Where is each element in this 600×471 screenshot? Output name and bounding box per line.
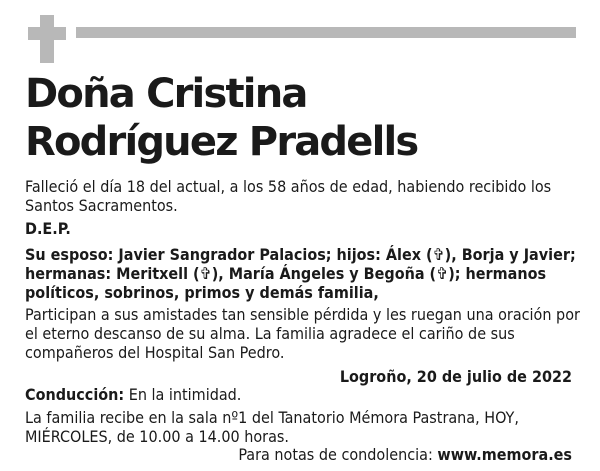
condolences (238, 445, 572, 464)
death-notice: Falleció el día 18 del actual, a los 58 años de edad, habiendo recibido los Santos Sacramentos. (25, 177, 552, 215)
rip-text: D.E.P. (25, 219, 71, 238)
participation-text: Participan a sus amistades tan sensible pérdida y les ruegan una oración por el eterno descanso de su alma. La familia agradece el cariño de sus compañeros del Hospital San Pedro. (25, 305, 580, 362)
condolences-link[interactable]: www.memora.es (437, 445, 572, 464)
wake-info: La familia recibe en la sala nº1 del Tanatorio Mémora Pastrana, HOY, MIÉRCOLES, de 10.00 a 14.00 horas. (25, 408, 519, 446)
family-list: Su esposo: Javier Sangrador Palacios; hijos: Álex (✞), Borja y Javier; hermanas: Meritxell (✞), María Ángeles y Begoña (✞); hermanos políticos, sobrinos, primos y demás familia, (25, 245, 576, 302)
conduction-label: Conducción: (25, 385, 125, 404)
deceased-name (25, 70, 417, 166)
condolences-label: Para notas de condolencia: (238, 445, 433, 464)
header-rule (76, 27, 576, 38)
place-date: Logroño, 20 de julio de 2022 (339, 367, 572, 386)
conduction-value: En la intimidad. (128, 385, 242, 404)
cross-icon (28, 15, 66, 63)
deceased-name-line2: Rodríguez Pradells (25, 119, 418, 165)
deceased-name-line1: Doña Cristina (25, 71, 307, 117)
conduction (25, 385, 585, 404)
